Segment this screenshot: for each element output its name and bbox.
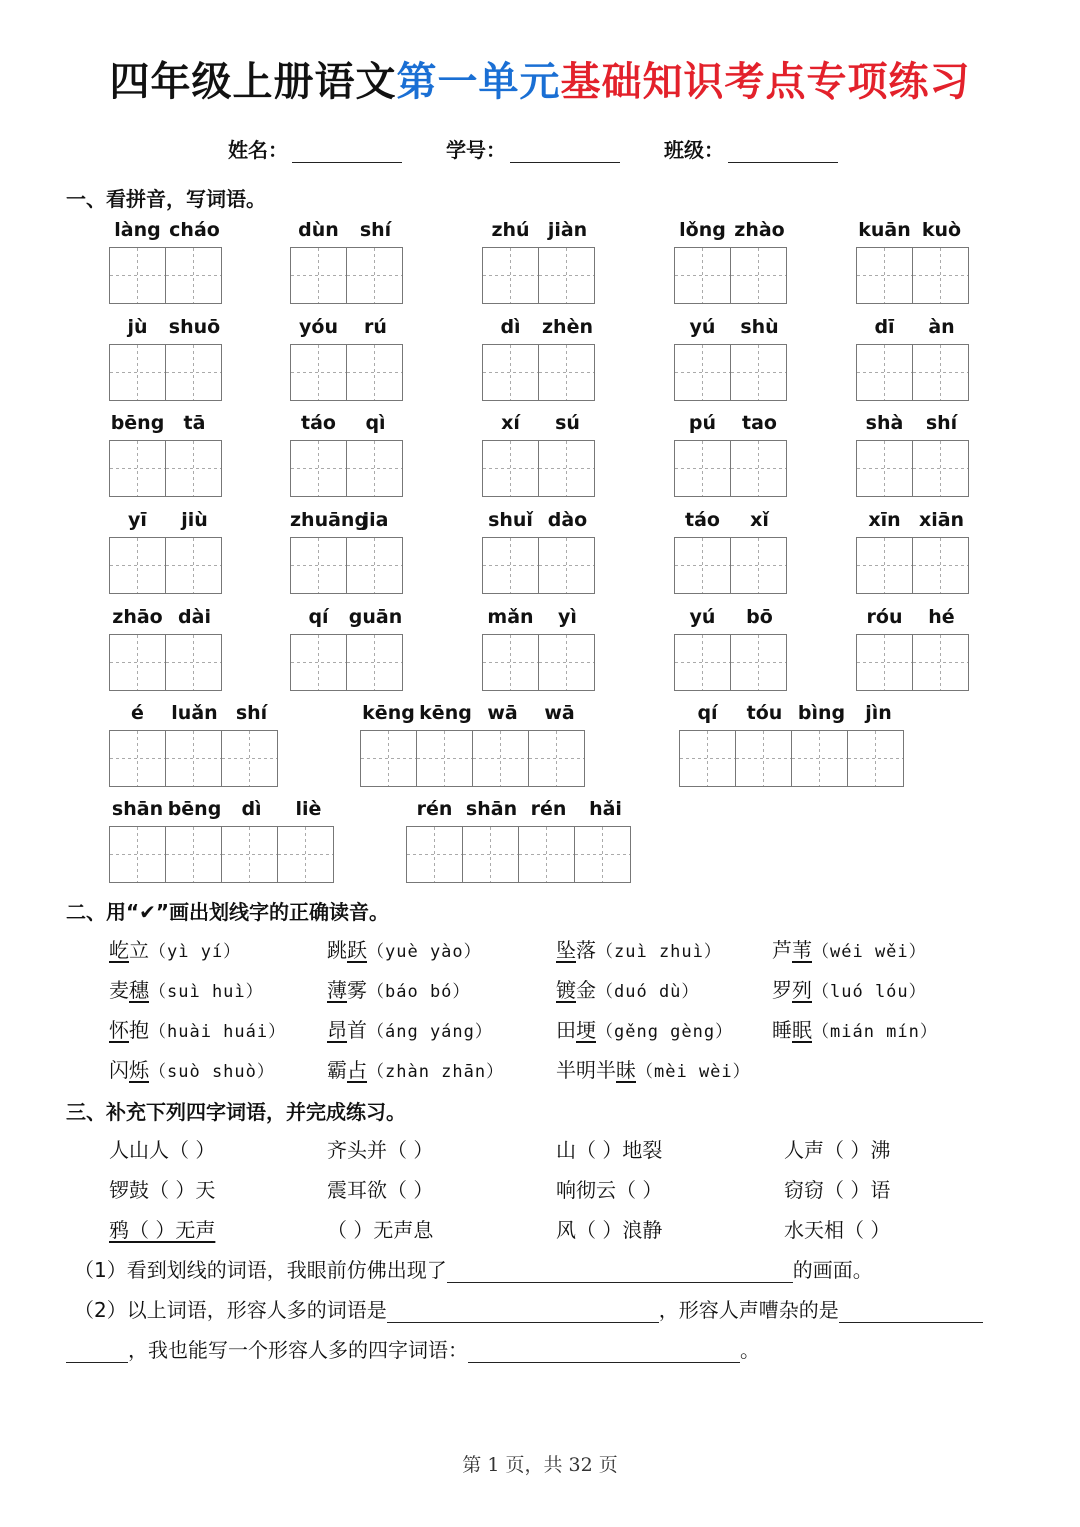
pinyin-options[interactable]: （zhàn zhān） — [367, 1062, 505, 1082]
underlined-char: 埂 — [576, 1018, 596, 1042]
pinyin-syllable: àn — [928, 316, 955, 338]
writing-cell[interactable] — [675, 635, 731, 690]
pinyin-syllable: dài — [178, 606, 211, 628]
pronunciation-item: 屹立（yì yí） — [109, 938, 242, 962]
pinyin-syllable: wā — [544, 702, 575, 724]
pinyin-options[interactable]: （báo bó） — [367, 982, 471, 1002]
writing-cell[interactable] — [110, 345, 166, 400]
pronunciation-item: 芦苇（wéi wěi） — [772, 938, 927, 962]
writing-grid — [674, 440, 787, 497]
writing-cell[interactable] — [675, 441, 731, 496]
writing-cell[interactable] — [407, 827, 463, 882]
writing-cell[interactable] — [347, 538, 403, 593]
underlined-char: 列 — [792, 978, 812, 1002]
writing-cell[interactable] — [473, 731, 529, 786]
q2-blank-noise-cont[interactable] — [66, 1340, 128, 1363]
pronunciation-item: 罗列（luó lóu） — [772, 978, 927, 1002]
pinyin-syllable: wā — [487, 702, 518, 724]
writing-cell[interactable] — [736, 731, 792, 786]
writing-grid — [290, 247, 403, 304]
writing-grid — [856, 247, 969, 304]
writing-cell[interactable] — [680, 731, 736, 786]
writing-grid — [482, 247, 595, 304]
writing-grid — [679, 730, 904, 787]
question-1: （1）看到划线的词语，我眼前仿佛出现了 的画面。 — [74, 1258, 873, 1282]
pinyin-syllable: é — [131, 702, 144, 724]
writing-cell[interactable] — [539, 248, 595, 303]
writing-cell[interactable] — [731, 248, 787, 303]
writing-grid — [482, 537, 595, 594]
writing-cell[interactable] — [110, 827, 166, 882]
pinyin-syllable: qí — [697, 702, 718, 724]
q2-blank-noise[interactable] — [839, 1300, 983, 1323]
class-blank[interactable] — [728, 140, 838, 163]
writing-cell[interactable] — [110, 538, 166, 593]
writing-cell[interactable] — [539, 538, 595, 593]
writing-cell[interactable] — [483, 441, 539, 496]
underlined-char: 眠 — [792, 1018, 812, 1042]
pronunciation-item: 霸占（zhàn zhān） — [327, 1058, 505, 1082]
pinyin-syllable: bìng — [797, 702, 846, 724]
writing-cell[interactable] — [291, 345, 347, 400]
pinyin-syllable: zhào — [734, 219, 785, 241]
writing-cell[interactable] — [731, 345, 787, 400]
pinyin-syllable: hé — [928, 606, 955, 628]
writing-grid — [856, 440, 969, 497]
pronunciation-item: 睡眠（mián mín） — [772, 1018, 938, 1042]
q1-blank[interactable] — [447, 1260, 793, 1283]
writing-cell[interactable] — [675, 538, 731, 593]
pinyin-syllable: shān — [111, 798, 164, 820]
pronunciation-item: 闪烁（suò shuò） — [109, 1058, 275, 1082]
underlined-char: 坠 — [556, 938, 576, 962]
pinyin-syllable: bēng — [110, 412, 165, 434]
underlined-char: 镀 — [556, 978, 576, 1002]
pronunciation-item: 田埂（gěng gèng） — [556, 1018, 734, 1042]
pinyin-syllable: tóu — [746, 702, 783, 724]
writing-grid — [109, 634, 222, 691]
pinyin-syllable: zhèn — [542, 316, 593, 338]
writing-cell[interactable] — [361, 731, 417, 786]
q2-blank-crowd[interactable] — [387, 1300, 659, 1323]
writing-cell[interactable] — [575, 827, 631, 882]
writing-cell[interactable] — [110, 441, 166, 496]
pinyin-syllable: sú — [555, 412, 580, 434]
writing-cell[interactable] — [110, 248, 166, 303]
pinyin-options[interactable]: （yì yí） — [149, 942, 242, 962]
writing-grid — [482, 440, 595, 497]
pinyin-syllable: yì — [558, 606, 577, 628]
writing-grid — [290, 440, 403, 497]
pinyin-syllable: yī — [128, 509, 147, 531]
name-blank[interactable] — [292, 140, 402, 163]
writing-cell[interactable] — [291, 441, 347, 496]
page-footer: 第 1 页，共 32 页 — [462, 1454, 618, 1476]
writing-grid — [109, 440, 222, 497]
writing-cell[interactable] — [166, 538, 222, 593]
writing-cell[interactable] — [347, 441, 403, 496]
pronunciation-item: 半明半昧（mèi wèi） — [556, 1058, 751, 1082]
writing-cell[interactable] — [848, 731, 904, 786]
title-part-unit: 第一单元 — [396, 59, 561, 105]
name-field[interactable]: 姓名： — [228, 134, 402, 163]
idiom-blank-item[interactable]: 锣鼓（ ）天 — [109, 1178, 216, 1202]
pinyin-syllable: shuō — [168, 316, 221, 338]
idiom-blank-item[interactable]: 震耳欲（ ） — [327, 1178, 434, 1202]
pinyin-syllable: yú — [689, 606, 716, 628]
writing-cell[interactable] — [857, 248, 913, 303]
pinyin-syllable: rén — [416, 798, 453, 820]
idiom-blank-item[interactable]: 鸦（ ）无声 — [109, 1218, 216, 1242]
writing-cell[interactable] — [857, 441, 913, 496]
pinyin-options[interactable]: （wéi wěi） — [812, 942, 927, 962]
writing-cell[interactable] — [483, 345, 539, 400]
writing-grid — [674, 247, 787, 304]
underlined-char: 怀 — [109, 1018, 129, 1042]
section1-heading: 一、看拼音，写词语。 — [66, 187, 266, 211]
pinyin-syllable: shà — [865, 412, 904, 434]
writing-grid — [406, 826, 631, 883]
pinyin-syllable: dì — [500, 316, 521, 338]
pinyin-options[interactable]: （yuè yào） — [367, 942, 482, 962]
idiom-blank-item[interactable]: 风（ ）浪静 — [556, 1218, 663, 1242]
pinyin-syllable: shān — [465, 798, 518, 820]
writing-cell[interactable] — [731, 538, 787, 593]
writing-grid — [674, 537, 787, 594]
pinyin-options[interactable]: （luó lóu） — [812, 982, 927, 1002]
pinyin-syllable: zhuāng — [290, 509, 369, 531]
section3-heading: 三、补充下列四字词语，并完成练习。 — [66, 1100, 406, 1124]
pinyin-syllable: xiān — [918, 509, 965, 531]
pinyin-syllable: dào — [547, 509, 588, 531]
writing-cell[interactable] — [519, 827, 575, 882]
writing-grid — [109, 344, 222, 401]
pinyin-options[interactable]: （áng yáng） — [367, 1022, 493, 1042]
pinyin-syllable: táo — [685, 509, 720, 531]
pinyin-syllable: kuò — [921, 219, 962, 241]
writing-grid — [856, 344, 969, 401]
writing-cell[interactable] — [166, 248, 222, 303]
writing-grid — [482, 344, 595, 401]
pinyin-syllable: lǒng — [679, 219, 726, 241]
pronunciation-item: 麦穗（suì huì） — [109, 978, 264, 1002]
writing-cell[interactable] — [166, 441, 222, 496]
pinyin-syllable: bō — [746, 606, 773, 628]
pinyin-syllable: guān — [348, 606, 403, 628]
underlined-char: 昂 — [327, 1018, 347, 1042]
pinyin-syllable: luǎn — [171, 702, 218, 724]
pinyin-syllable: zhāo — [112, 606, 163, 628]
writing-grid — [290, 537, 403, 594]
pinyin-syllable: shí — [359, 219, 392, 241]
class-field[interactable]: 班级： — [664, 134, 838, 163]
pinyin-syllable: bēng — [167, 798, 222, 820]
pinyin-syllable: táo — [301, 412, 336, 434]
idiom-blank-item[interactable]: 窃窃（ ）语 — [784, 1178, 891, 1202]
writing-cell[interactable] — [529, 731, 585, 786]
pinyin-syllable: jia — [362, 509, 389, 531]
idiom-blank-item[interactable]: 齐头并（ ） — [327, 1138, 434, 1162]
title-part-topic: 基础知识考点专项练习 — [560, 59, 971, 105]
writing-cell[interactable] — [417, 731, 473, 786]
pinyin-syllable: jiàn — [547, 219, 588, 241]
writing-cell[interactable] — [166, 635, 222, 690]
writing-grid — [109, 247, 222, 304]
pinyin-options[interactable]: （duó dù） — [596, 982, 700, 1002]
pinyin-options[interactable]: （huài huái） — [149, 1022, 287, 1042]
pinyin-options[interactable]: （gěng gèng） — [596, 1022, 734, 1042]
writing-cell[interactable] — [857, 345, 913, 400]
idiom-blank-item[interactable]: 山（ ）地裂 — [556, 1138, 663, 1162]
pinyin-syllable: dī — [874, 316, 895, 338]
pinyin-syllable: hǎi — [589, 798, 622, 820]
underlined-char: 跃 — [347, 938, 367, 962]
writing-grid — [482, 634, 595, 691]
pinyin-syllable: shù — [740, 316, 779, 338]
writing-cell[interactable] — [291, 248, 347, 303]
underlined-char: 穗 — [129, 978, 149, 1002]
writing-cell[interactable] — [110, 731, 166, 786]
pronunciation-item: 镀金（duó dù） — [556, 978, 700, 1002]
pinyin-syllable: qì — [365, 412, 386, 434]
writing-grid — [109, 826, 334, 883]
writing-grid — [360, 730, 585, 787]
question-2: （2）以上词语，形容人多的词语是 ，形容人声嘈杂的是 — [74, 1294, 983, 1323]
writing-cell[interactable] — [347, 345, 403, 400]
pinyin-syllable: qí — [308, 606, 329, 628]
section2-heading: 二、用“✔”画出划线字的正确读音。 — [66, 900, 390, 924]
page-title — [0, 52, 1080, 112]
pinyin-syllable: kēng — [362, 702, 415, 724]
writing-grid — [856, 537, 969, 594]
writing-cell[interactable] — [347, 248, 403, 303]
writing-cell[interactable] — [483, 248, 539, 303]
writing-cell[interactable] — [166, 345, 222, 400]
writing-cell[interactable] — [913, 345, 969, 400]
writing-cell[interactable] — [913, 538, 969, 593]
writing-cell[interactable] — [913, 441, 969, 496]
pinyin-syllable: liè — [295, 798, 322, 820]
idiom-blank-item[interactable]: 响彻云（ ） — [556, 1178, 663, 1202]
pinyin-options[interactable]: （mèi wèi） — [636, 1062, 751, 1082]
writing-cell[interactable] — [731, 441, 787, 496]
writing-cell[interactable] — [291, 635, 347, 690]
pronunciation-item: 怀抱（huài huái） — [109, 1018, 287, 1042]
pinyin-options[interactable]: （suò shuò） — [149, 1062, 275, 1082]
pinyin-syllable: rú — [364, 316, 387, 338]
writing-cell[interactable] — [675, 248, 731, 303]
pinyin-syllable: róu — [866, 606, 903, 628]
idiom-blank-item[interactable]: 水天相（ ） — [784, 1218, 891, 1242]
pinyin-syllable: xīn — [868, 509, 901, 531]
number-field[interactable]: 学号： — [446, 134, 620, 163]
pronunciation-item: 跳跃（yuè yào） — [327, 938, 482, 962]
pinyin-syllable: yóu — [299, 316, 338, 338]
writing-cell[interactable] — [291, 538, 347, 593]
pinyin-syllable: yú — [689, 316, 716, 338]
pinyin-syllable: xí — [501, 412, 520, 434]
underlined-char: 昧 — [616, 1058, 636, 1082]
q2-blank-own-word[interactable] — [468, 1340, 740, 1363]
pronunciation-item: 坠落（zuì zhuì） — [556, 938, 722, 962]
underlined-char: 薄 — [327, 978, 347, 1002]
writing-cell[interactable] — [539, 635, 595, 690]
writing-cell[interactable] — [483, 635, 539, 690]
idiom-blank-item[interactable]: 人声（ ）沸 — [784, 1138, 891, 1162]
idiom-blank-item[interactable]: 人山人（ ） — [109, 1138, 216, 1162]
number-blank[interactable] — [510, 140, 620, 163]
pinyin-syllable: rén — [530, 798, 567, 820]
pinyin-syllable: làng — [114, 219, 161, 241]
title-part-grade: 四年级上册语文 — [109, 59, 397, 105]
underlined-char: 屹 — [109, 938, 129, 962]
pinyin-syllable: tā — [183, 412, 206, 434]
underlined-char: 占 — [347, 1058, 367, 1082]
writing-cell[interactable] — [539, 345, 595, 400]
writing-grid — [290, 634, 403, 691]
writing-cell[interactable] — [913, 248, 969, 303]
question-2-line2: ，我也能写一个形容人多的四字词语： 。 — [66, 1334, 760, 1363]
writing-cell[interactable] — [913, 635, 969, 690]
writing-cell[interactable] — [857, 538, 913, 593]
pinyin-options[interactable]: （suì huì） — [149, 982, 264, 1002]
writing-cell[interactable] — [483, 538, 539, 593]
pinyin-syllable: kēng — [419, 702, 472, 724]
writing-grid — [674, 344, 787, 401]
pinyin-syllable: jù — [127, 316, 148, 338]
writing-cell[interactable] — [166, 731, 222, 786]
pinyin-syllable: shuǐ — [488, 509, 533, 531]
pinyin-syllable: shí — [925, 412, 958, 434]
pronunciation-item: 薄雾（báo bó） — [327, 978, 471, 1002]
pinyin-syllable: jiù — [181, 509, 208, 531]
writing-cell[interactable] — [222, 827, 278, 882]
writing-grid — [109, 537, 222, 594]
writing-grid — [290, 344, 403, 401]
pinyin-syllable: jìn — [865, 702, 892, 724]
writing-cell[interactable] — [463, 827, 519, 882]
pronunciation-item: 昂首（áng yáng） — [327, 1018, 493, 1042]
pinyin-syllable: mǎn — [487, 606, 534, 628]
pinyin-syllable: pú — [688, 412, 717, 434]
writing-cell[interactable] — [347, 635, 403, 690]
writing-cell[interactable] — [731, 635, 787, 690]
underlined-char: 苇 — [792, 938, 812, 962]
writing-cell[interactable] — [539, 441, 595, 496]
underlined-char: 烁 — [129, 1058, 149, 1082]
writing-grid — [109, 730, 278, 787]
writing-grid — [674, 634, 787, 691]
writing-cell[interactable] — [857, 635, 913, 690]
writing-cell[interactable] — [675, 345, 731, 400]
pinyin-syllable: xǐ — [750, 509, 769, 531]
pinyin-syllable: dùn — [298, 219, 339, 241]
pinyin-syllable: shí — [235, 702, 268, 724]
writing-cell[interactable] — [792, 731, 848, 786]
pinyin-syllable: dì — [241, 798, 262, 820]
writing-cell[interactable] — [166, 827, 222, 882]
pinyin-options[interactable]: （zuì zhuì） — [596, 942, 722, 962]
pinyin-syllable: tao — [742, 412, 777, 434]
pinyin-syllable: kuān — [858, 219, 911, 241]
pinyin-syllable: cháo — [169, 219, 220, 241]
pinyin-options[interactable]: （mián mín） — [812, 1022, 938, 1042]
writing-grid — [856, 634, 969, 691]
pinyin-syllable: zhú — [491, 219, 530, 241]
writing-cell[interactable] — [278, 827, 334, 882]
idiom-blank-item[interactable]: （ ）无声息 — [327, 1218, 434, 1242]
writing-cell[interactable] — [222, 731, 278, 786]
writing-cell[interactable] — [110, 635, 166, 690]
